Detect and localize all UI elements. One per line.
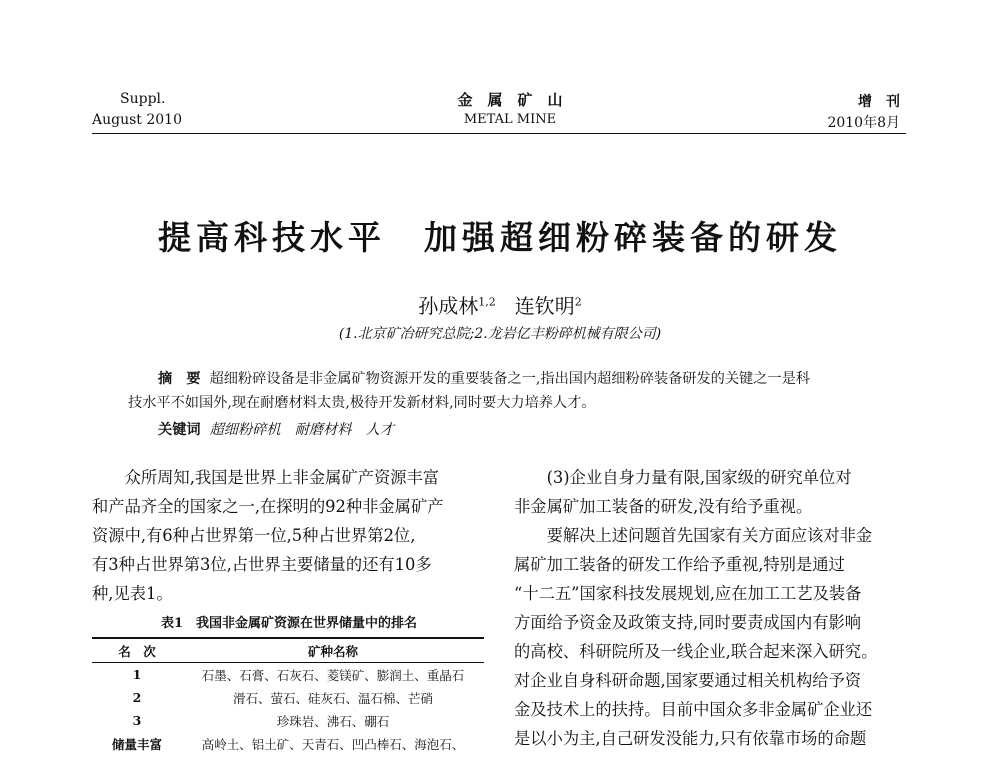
table-caption: 表1 我国非金属矿资源在世界储量中的排名 (160, 616, 418, 631)
body-line: 金及技术上的扶持。目前中国众多非金属矿企业还 (514, 700, 873, 719)
header-rule (92, 133, 906, 134)
body-line: 众所周知,我国是世界上非金属矿产资源丰富 (92, 468, 440, 487)
table-cell-rank: 2 (132, 690, 142, 705)
table-cell-rank: 储量丰富 (111, 736, 162, 752)
table-row (92, 663, 484, 687)
table-row (92, 709, 484, 732)
abstract-label: 摘 要 (158, 371, 201, 387)
body-line: 和产品齐全的国家之一,在探明的92种非金属矿产 (92, 497, 444, 516)
table-row (92, 686, 484, 709)
table-row (92, 732, 484, 755)
author-name: 连钦明 (514, 294, 575, 318)
article-title: 提高科技水平 加强超细粉碎装备的研发 (158, 218, 842, 257)
body-line: 有3种占世界第3位,占世界主要储量的还有10多 (92, 555, 432, 574)
body-line: 对企业自身科研命题,国家要通过相关机构给予资 (514, 671, 862, 690)
abstract-text: 超细粉碎设备是非金属矿物资源开发的重要装备之一,指出国内超细粉碎装备研发的关键之一是科 (209, 371, 810, 387)
table-header-mineral: 矿种名称 (182, 638, 484, 663)
table-cell-minerals: 珍珠岩、沸石、硼石 (276, 713, 390, 729)
body-line: 种,见表1。 (92, 584, 173, 603)
table-cell-minerals: 滑石、萤石、硅灰石、温石棉、芒硝 (232, 690, 433, 706)
journal-name-en: METAL MINE (463, 112, 557, 127)
journal-name-cn: 金 属 矿 山 (457, 91, 563, 109)
body-line: 非金属矿加工装备的研发,没有给予重视。 (514, 497, 813, 516)
header-suppl: Suppl. (120, 91, 166, 107)
abstract-text: 技水平不如国外,现在耐磨材料太贵,极待开发新材料,同时要大力培养人才。 (128, 395, 596, 411)
author-affiliation-mark: 2 (574, 295, 582, 309)
body-line: 资源中,有6种占世界第一位,5种占世界第2位, (92, 526, 416, 545)
body-line: (3)企业自身力量有限,国家级的研究单位对 (514, 468, 852, 487)
author-affiliation-mark: 1,2 (478, 295, 496, 309)
body-line: 要解决上述问题首先国家有关方面应该对非金 (514, 526, 873, 545)
affiliation: (1.北京矿冶研究总院;2.龙岩亿丰粉碎机械有限公司) (338, 326, 662, 342)
body-left-column (92, 463, 486, 608)
abstract (128, 367, 878, 415)
table-cell-minerals: 高岭土、铝土矿、天青石、凹凸棒石、海泡石、 (201, 736, 465, 752)
table-header-rank: 名 次 (92, 638, 182, 663)
keywords-text: 超细粉碎机 耐磨材料 人才 (209, 422, 395, 438)
body-line: “十二五”国家科技发展规划,应在加工工艺及装备 (514, 584, 862, 603)
header-supplement-cn: 增 刊 (858, 94, 900, 110)
header-date-en: August 2010 (92, 112, 182, 128)
body-right-column (514, 463, 908, 753)
keywords (128, 418, 878, 442)
header-date-cn: 2010年8月 (827, 115, 900, 131)
table-cell-minerals: 石墨、石膏、石灰石、菱镁矿、膨润土、重晶石 (201, 667, 465, 683)
body-line: 的高校、科研院所及一线企业,联合起来深入研究。 (514, 642, 878, 661)
body-line: 属矿加工装备的研发工作给予重视,特别是通过 (514, 555, 845, 574)
table-header-row (92, 638, 484, 663)
body-line: 方面给予资金及政策支持,同时要责成国内有影响 (514, 613, 862, 632)
table-cell-rank: 3 (132, 713, 142, 728)
author-name: 孙成林 (418, 294, 479, 318)
authors (0, 290, 1000, 319)
body-line: 是以小为主,自己研发没能力,只有依靠市场的命题 (514, 729, 867, 748)
keywords-label: 关键词 (158, 422, 201, 438)
ranking-table (92, 637, 484, 755)
table-cell-rank: 1 (132, 667, 142, 682)
